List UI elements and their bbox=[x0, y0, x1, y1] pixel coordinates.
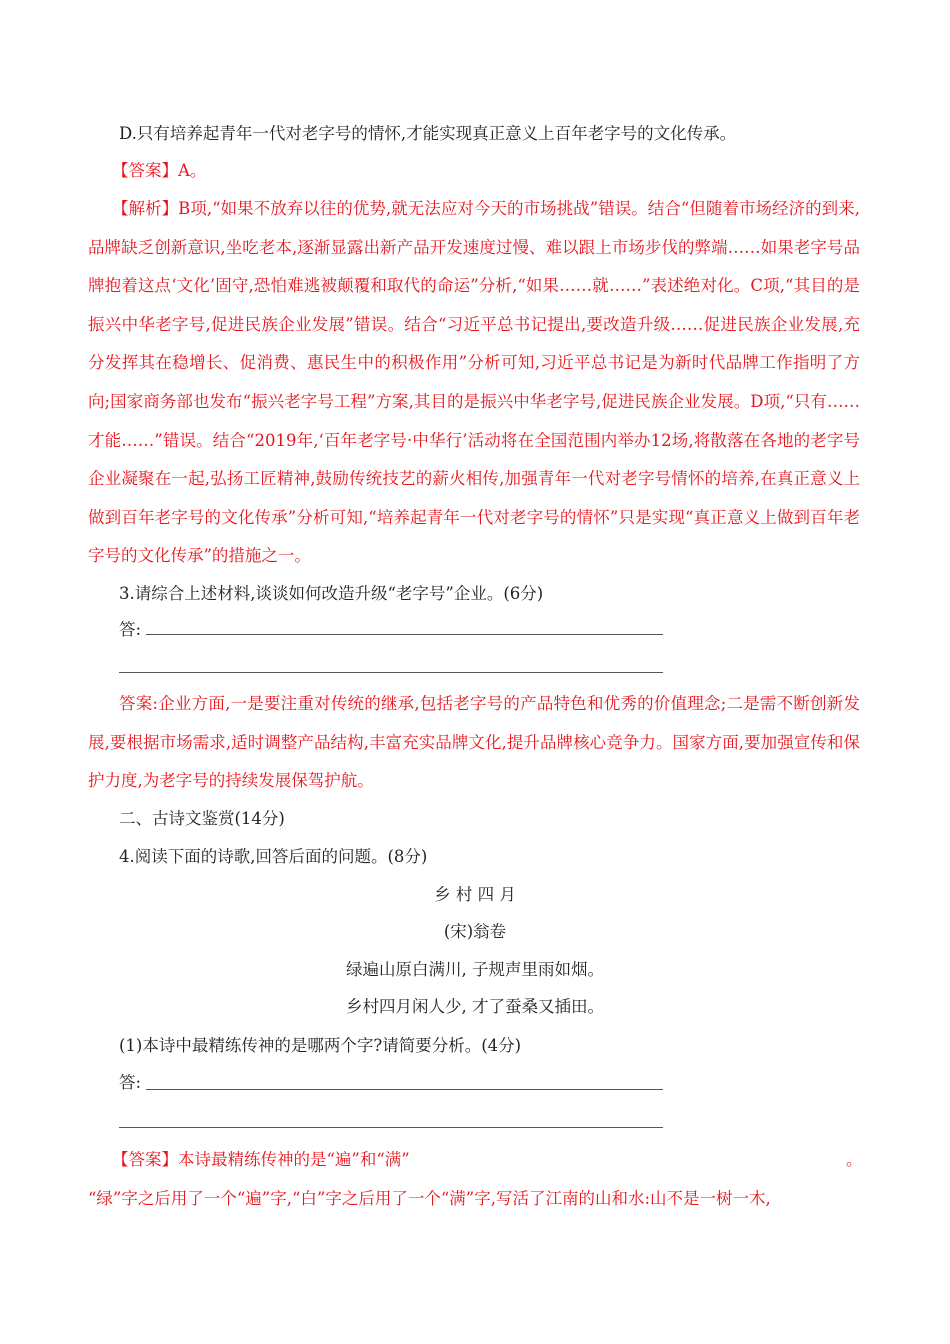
q2-analysis bbox=[88, 190, 860, 576]
q4-answer-period: 。 bbox=[846, 1150, 863, 1169]
q4-answer-first-line bbox=[112, 1149, 410, 1171]
q4-answer-line-2 bbox=[119, 1127, 663, 1128]
q4-sub1-question: (1)本诗中最精练传神的是哪两个字?请简要分析。(4分) bbox=[119, 1036, 522, 1055]
answer-tag: 【答案】 bbox=[112, 161, 178, 180]
analysis-tag: 【解析】 bbox=[112, 199, 179, 218]
analysis-text: B项,“如果不放弃以往的优势,就无法应对今天的市场挑战”错误。结合“但随着市场经济的到来,品牌缺乏创新意识,坐吃老本,逐渐显露出新产品开发速度过慢、难以跟上市场步伐的弊端……如果老字号品牌抱着这点‘文化’固守,恐怕难逃被颠覆和取代的命运”分析,“如果……就……”表述绝对化。C项,“其目的是振兴中华老字号,促进民族企业发展”错误。结合“习近平总书记提出,要改造升级……促进民族企业发展,充分发挥其在稳增长、促消费、惠民生中的积极作用”分析可知,习近平总书记是为新时代品牌工作指明了方向;国家商务部也发布“振兴老字号工程”方案,其目的是振兴中华老字号,促进民族企业发展。D项,“只有……才能……”错误。结合“2019年,‘百年老字号·中华行’活动将在全国范围内举办12场,将散落在各地的老字号企业凝聚在一起,弘扬工匠精神,鼓励传统技艺的薪火相传,加强青年一代对老字号情怀的培养,在真正意义上做到百年老字号的文化传承”分析可知,“培养起青年一代对老字号的情怀”只是实现“真正意义上做到百年老字号的文化传承”的措施之一。 bbox=[88, 199, 860, 566]
q3-answer-line-2 bbox=[119, 672, 663, 673]
answer-value: A。 bbox=[178, 161, 207, 180]
q4-answer-prefix: 答: bbox=[119, 1073, 142, 1092]
q2-answer bbox=[112, 160, 206, 182]
q4-answer-tag: 【答案】 bbox=[112, 1150, 178, 1169]
q4-answer-line-1 bbox=[146, 1089, 663, 1090]
section-heading: 二、古诗文鉴赏(14分) bbox=[119, 809, 285, 828]
q4-answer-line1: 本诗最精练传神的是“遍”和“满” bbox=[178, 1150, 410, 1169]
poem-line-1: 绿遍山原白满川, 子规声里雨如烟。 bbox=[346, 960, 604, 979]
poem-line-2: 乡村四月闲人少, 才了蚕桑又插田。 bbox=[346, 997, 604, 1016]
q3-question: 3.请综合上述材料,谈谈如何改造升级“老字号”企业。(6分) bbox=[119, 584, 544, 603]
q3-answer-line-1 bbox=[146, 634, 663, 635]
poem-author: (宋)翁卷 bbox=[443, 922, 507, 941]
q3-answer: 答案:企业方面,一是要注重对传统的继承,包括老字号的产品特色和优秀的价值理念;二是需不断创新发展,要根据市场需求,适时调整产品结构,丰富充实品牌文化,提升品牌核心竞争力。国家方面,要加强宣传和保护力度,为老字号的持续发展保驾护航。 bbox=[88, 694, 860, 791]
poem-title: 乡 村 四 月 bbox=[434, 885, 516, 904]
option-d: D.只有培养起青年一代对老字号的情怀,才能实现真正意义上百年老字号的文化传承。 bbox=[119, 124, 737, 143]
q4-question: 4.阅读下面的诗歌,回答后面的问题。(8分) bbox=[119, 847, 428, 866]
q3-answer-prefix: 答: bbox=[119, 620, 142, 639]
q4-answer-second-line: “绿”字之后用了一个“遍”字,“白”字之后用了一个“满”字,写活了江南的山和水:山不是一树一木, bbox=[88, 1189, 771, 1208]
